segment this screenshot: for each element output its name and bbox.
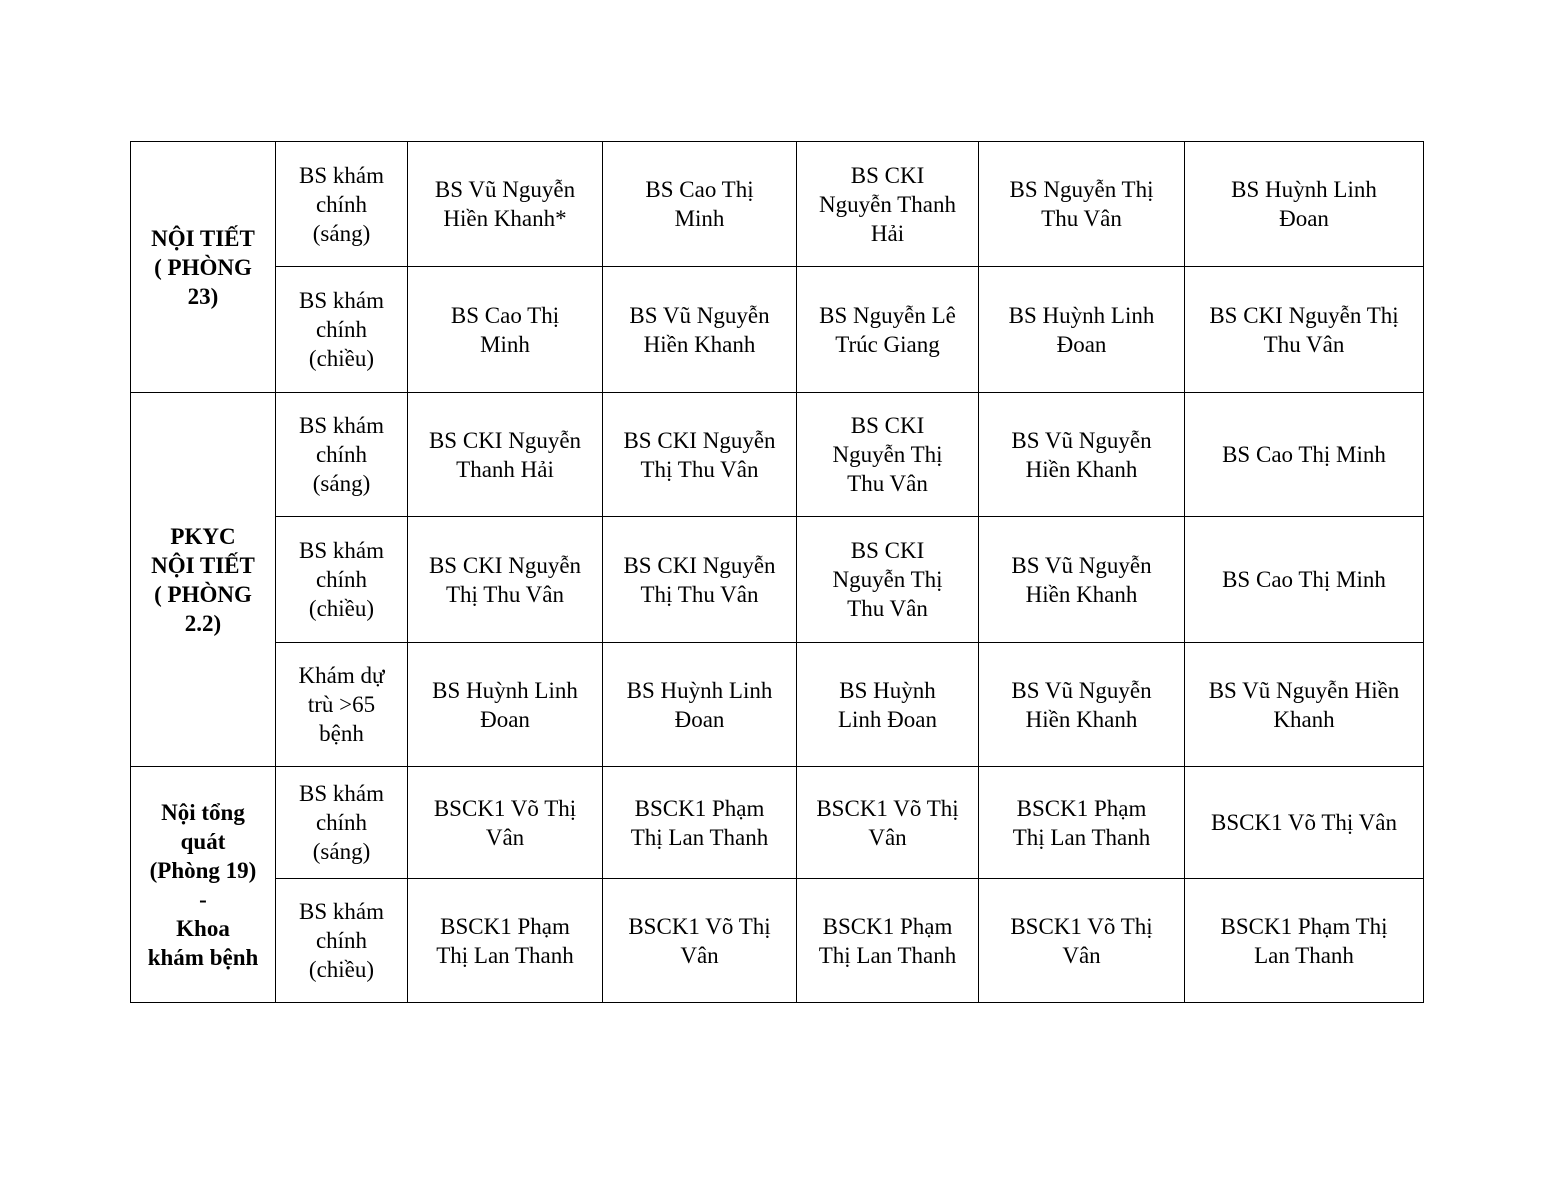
doctor-cell: BS Vũ Nguyễn Hiền Khanh [979,643,1185,767]
doctor-cell: BS CKI Nguyễn Thị Thu Vân [797,393,979,517]
role-cell: BS khám chính (sáng) [276,393,408,517]
doctor-cell: BS Nguyễn Lê Trúc Giang [797,267,979,393]
role-cell: BS khám chính (chiều) [276,267,408,393]
doctor-cell: BS Huỳnh Linh Đoan [797,643,979,767]
table-row [131,267,1424,393]
doctor-cell: BS Vũ Nguyễn Hiền Khanh* [408,142,603,267]
doctor-cell: BS CKI Nguyễn Thị Thu Vân [408,517,603,643]
table-row [131,142,1424,267]
doctor-cell: BS Cao Thị Minh [603,142,797,267]
doctor-cell: BSCK1 Phạm Thị Lan Thanh [979,767,1185,879]
doctor-cell: BSCK1 Võ Thị Vân [1185,767,1424,879]
doctor-cell: BS CKI Nguyễn Thị Thu Vân [797,517,979,643]
table-row [131,643,1424,767]
doctor-cell: BSCK1 Võ Thị Vân [408,767,603,879]
table-row [131,767,1424,879]
table-row [131,517,1424,643]
doctor-cell: BS CKI Nguyễn Thị Thu Vân [603,393,797,517]
department-cell: PKYC NỘI TIẾT ( PHÒNG 2.2) [131,393,276,767]
doctor-cell: BS Vũ Nguyễn Hiền Khanh [979,517,1185,643]
doctor-schedule-table [130,141,1424,1003]
role-cell: BS khám chính (sáng) [276,142,408,267]
doctor-cell: BS CKI Nguyễn Thanh Hải [797,142,979,267]
doctor-cell: BSCK1 Phạm Thị Lan Thanh [408,879,603,1003]
doctor-cell: BS Huỳnh Linh Đoan [979,267,1185,393]
doctor-cell: BS Huỳnh Linh Đoan [408,643,603,767]
doctor-cell: BS Huỳnh Linh Đoan [603,643,797,767]
doctor-cell: BS Nguyễn Thị Thu Vân [979,142,1185,267]
doctor-cell: BS Cao Thị Minh [1185,517,1424,643]
doctor-cell: BS Huỳnh Linh Đoan [1185,142,1424,267]
doctor-cell: BS Cao Thị Minh [408,267,603,393]
doctor-cell: BSCK1 Phạm Thị Lan Thanh [1185,879,1424,1003]
doctor-cell: BSCK1 Võ Thị Vân [979,879,1185,1003]
doctor-cell: BSCK1 Võ Thị Vân [797,767,979,879]
table-row [131,879,1424,1003]
doctor-cell: BS Vũ Nguyễn Hiền Khanh [603,267,797,393]
department-cell: Nội tổng quát (Phòng 19) - Khoa khám bệnh [131,767,276,1003]
doctor-cell: BS Cao Thị Minh [1185,393,1424,517]
doctor-cell: BS CKI Nguyễn Thị Thu Vân [603,517,797,643]
doctor-cell: BSCK1 Phạm Thị Lan Thanh [603,767,797,879]
doctor-cell: BSCK1 Võ Thị Vân [603,879,797,1003]
doctor-cell: BS CKI Nguyễn Thanh Hải [408,393,603,517]
doctor-cell: BS Vũ Nguyễn Hiền Khanh [1185,643,1424,767]
role-cell: BS khám chính (sáng) [276,767,408,879]
role-cell: BS khám chính (chiều) [276,879,408,1003]
role-cell: BS khám chính (chiều) [276,517,408,643]
doctor-cell: BS CKI Nguyễn Thị Thu Vân [1185,267,1424,393]
role-cell: Khám dự trù >65 bệnh [276,643,408,767]
doctor-cell: BSCK1 Phạm Thị Lan Thanh [797,879,979,1003]
doctor-cell: BS Vũ Nguyễn Hiền Khanh [979,393,1185,517]
department-cell: NỘI TIẾT ( PHÒNG 23) [131,142,276,393]
table-row [131,393,1424,517]
